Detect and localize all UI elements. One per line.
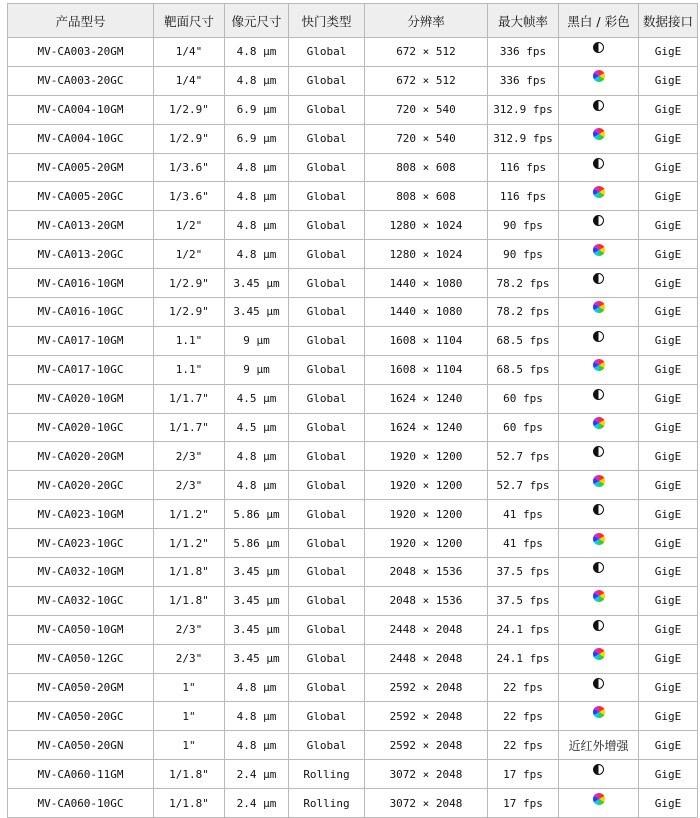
cell-interface: GigE — [639, 182, 698, 211]
cell-model: MV-CA050-10GM — [8, 615, 154, 644]
cell-pixel-size: 4.8 μm — [225, 38, 289, 67]
color-wheel-icon — [593, 301, 605, 313]
cell-pixel-size: 6.9 μm — [225, 95, 289, 124]
cell-sensor-size: 2/3" — [154, 644, 225, 673]
table-row — [8, 442, 698, 471]
cell-sensor-size: 1" — [154, 673, 225, 702]
cell-sensor-size: 1/2.9" — [154, 124, 225, 153]
cell-model: MV-CA020-10GC — [8, 413, 154, 442]
cell-pixel-size: 3.45 μm — [225, 558, 289, 587]
cell-pixel-size: 6.9 μm — [225, 124, 289, 153]
cell-shutter-type: Global — [289, 326, 365, 355]
cell-interface: GigE — [639, 211, 698, 240]
mono-half-circle-icon — [593, 446, 604, 457]
cell-model: MV-CA023-10GM — [8, 500, 154, 529]
cell-max-fps: 312.9 fps — [488, 124, 559, 153]
cell-mono-color — [559, 471, 639, 500]
table-row — [8, 673, 698, 702]
cell-sensor-size: 1/1.8" — [154, 558, 225, 587]
cell-mono-color — [559, 760, 639, 789]
cell-mono-color — [559, 558, 639, 587]
cell-resolution: 1280 × 1024 — [365, 211, 488, 240]
table-row — [8, 211, 698, 240]
cell-max-fps: 17 fps — [488, 789, 559, 818]
cell-sensor-size: 1" — [154, 731, 225, 760]
cell-model: MV-CA050-20GM — [8, 673, 154, 702]
cell-mono-color — [559, 500, 639, 529]
cell-resolution: 3072 × 2048 — [365, 760, 488, 789]
cell-model: MV-CA060-10GC — [8, 789, 154, 818]
cell-pixel-size: 3.45 μm — [225, 644, 289, 673]
cell-pixel-size: 4.8 μm — [225, 66, 289, 95]
table-row — [8, 38, 698, 67]
cell-shutter-type: Global — [289, 153, 365, 182]
cell-pixel-size: 4.8 μm — [225, 211, 289, 240]
cell-max-fps: 24.1 fps — [488, 615, 559, 644]
cell-max-fps: 22 fps — [488, 673, 559, 702]
color-wheel-icon — [593, 590, 605, 602]
cell-pixel-size: 4.5 μm — [225, 384, 289, 413]
cell-max-fps: 22 fps — [488, 731, 559, 760]
table-row — [8, 384, 698, 413]
mono-half-circle-icon — [593, 273, 604, 284]
table-row — [8, 702, 698, 731]
mono-half-circle-icon — [593, 562, 604, 573]
cell-shutter-type: Global — [289, 673, 365, 702]
cell-max-fps: 78.2 fps — [488, 269, 559, 298]
cell-max-fps: 37.5 fps — [488, 586, 559, 615]
cell-max-fps: 336 fps — [488, 38, 559, 67]
header-sensor-size: 靶面尺寸 — [154, 4, 225, 38]
color-wheel-icon — [593, 475, 605, 487]
cell-max-fps: 90 fps — [488, 240, 559, 269]
cell-pixel-size: 4.8 μm — [225, 673, 289, 702]
cell-max-fps: 52.7 fps — [488, 471, 559, 500]
cell-shutter-type: Global — [289, 95, 365, 124]
cell-max-fps: 78.2 fps — [488, 298, 559, 327]
cell-resolution: 1624 × 1240 — [365, 384, 488, 413]
table-row — [8, 124, 698, 153]
cell-interface: GigE — [639, 66, 698, 95]
cell-pixel-size: 3.45 μm — [225, 586, 289, 615]
cell-interface: GigE — [639, 702, 698, 731]
table-row — [8, 355, 698, 384]
color-wheel-icon — [593, 186, 605, 198]
cell-model: MV-CA016-10GM — [8, 269, 154, 298]
cell-model: MV-CA003-20GC — [8, 66, 154, 95]
cell-model: MV-CA013-20GM — [8, 211, 154, 240]
cell-shutter-type: Global — [289, 384, 365, 413]
cell-model: MV-CA032-10GM — [8, 558, 154, 587]
header-mono-color: 黑白 / 彩色 — [559, 4, 639, 38]
cell-sensor-size: 1/2" — [154, 211, 225, 240]
cell-sensor-size: 1/2.9" — [154, 95, 225, 124]
cell-resolution: 2448 × 2048 — [365, 644, 488, 673]
cell-interface: GigE — [639, 615, 698, 644]
table-row — [8, 789, 698, 818]
cell-model: MV-CA032-10GC — [8, 586, 154, 615]
cell-resolution: 1920 × 1200 — [365, 442, 488, 471]
cell-mono-color — [559, 644, 639, 673]
cell-interface: GigE — [639, 442, 698, 471]
cell-shutter-type: Global — [289, 442, 365, 471]
cell-pixel-size: 4.8 μm — [225, 240, 289, 269]
cell-sensor-size: 1/3.6" — [154, 182, 225, 211]
cell-pixel-size: 4.5 μm — [225, 413, 289, 442]
cell-resolution: 720 × 540 — [365, 95, 488, 124]
camera-spec-table — [7, 3, 698, 818]
header-max-fps: 最大帧率 — [488, 4, 559, 38]
cell-sensor-size: 1" — [154, 702, 225, 731]
cell-mono-color — [559, 211, 639, 240]
table-row — [8, 153, 698, 182]
cell-interface: GigE — [639, 644, 698, 673]
cell-pixel-size: 2.4 μm — [225, 760, 289, 789]
cell-pixel-size: 4.8 μm — [225, 442, 289, 471]
mono-half-circle-icon — [593, 158, 604, 169]
cell-mono-color — [559, 529, 639, 558]
cell-model: MV-CA017-10GM — [8, 326, 154, 355]
cell-shutter-type: Global — [289, 240, 365, 269]
cell-mono-color — [559, 153, 639, 182]
cell-interface: GigE — [639, 529, 698, 558]
cell-sensor-size: 1/1.8" — [154, 586, 225, 615]
color-type-text: 近红外增强 — [568, 738, 629, 753]
mono-half-circle-icon — [593, 764, 604, 775]
cell-model: MV-CA004-10GM — [8, 95, 154, 124]
cell-interface: GigE — [639, 153, 698, 182]
cell-pixel-size: 5.86 μm — [225, 500, 289, 529]
cell-mono-color — [559, 298, 639, 327]
cell-resolution: 1920 × 1200 — [365, 529, 488, 558]
cell-model: MV-CA050-20GC — [8, 702, 154, 731]
table-body — [8, 38, 698, 818]
cell-max-fps: 116 fps — [488, 182, 559, 211]
table-row — [8, 298, 698, 327]
mono-half-circle-icon — [593, 100, 604, 111]
cell-interface: GigE — [639, 789, 698, 818]
cell-pixel-size: 2.4 μm — [225, 789, 289, 818]
cell-mono-color — [559, 240, 639, 269]
cell-model: MV-CA004-10GC — [8, 124, 154, 153]
mono-half-circle-icon — [593, 389, 604, 400]
table-row — [8, 760, 698, 789]
cell-resolution: 1440 × 1080 — [365, 269, 488, 298]
cell-sensor-size: 1/1.8" — [154, 789, 225, 818]
cell-mono-color — [559, 124, 639, 153]
cell-max-fps: 41 fps — [488, 500, 559, 529]
cell-shutter-type: Global — [289, 500, 365, 529]
cell-interface: GigE — [639, 298, 698, 327]
cell-mono-color — [559, 673, 639, 702]
cell-model: MV-CA020-10GM — [8, 384, 154, 413]
table-row — [8, 413, 698, 442]
cell-interface: GigE — [639, 471, 698, 500]
cell-resolution: 2048 × 1536 — [365, 586, 488, 615]
cell-pixel-size: 4.8 μm — [225, 471, 289, 500]
table-row — [8, 471, 698, 500]
cell-resolution: 672 × 512 — [365, 66, 488, 95]
cell-max-fps: 60 fps — [488, 413, 559, 442]
cell-interface: GigE — [639, 38, 698, 67]
cell-interface: GigE — [639, 124, 698, 153]
color-wheel-icon — [593, 793, 605, 805]
color-wheel-icon — [593, 417, 605, 429]
mono-half-circle-icon — [593, 215, 604, 226]
cell-interface: GigE — [639, 500, 698, 529]
cell-sensor-size: 1/1.7" — [154, 384, 225, 413]
cell-shutter-type: Global — [289, 355, 365, 384]
cell-pixel-size: 4.8 μm — [225, 731, 289, 760]
color-wheel-icon — [593, 648, 605, 660]
cell-resolution: 2592 × 2048 — [365, 673, 488, 702]
cell-resolution: 3072 × 2048 — [365, 789, 488, 818]
cell-mono-color — [559, 615, 639, 644]
cell-model: MV-CA020-20GM — [8, 442, 154, 471]
cell-model: MV-CA020-20GC — [8, 471, 154, 500]
cell-interface: GigE — [639, 95, 698, 124]
cell-max-fps: 116 fps — [488, 153, 559, 182]
cell-max-fps: 22 fps — [488, 702, 559, 731]
cell-mono-color — [559, 182, 639, 211]
cell-mono-color — [559, 731, 639, 760]
cell-sensor-size: 1/4" — [154, 66, 225, 95]
cell-shutter-type: Global — [289, 269, 365, 298]
cell-resolution: 1920 × 1200 — [365, 471, 488, 500]
cell-pixel-size: 5.86 μm — [225, 529, 289, 558]
cell-mono-color — [559, 66, 639, 95]
cell-interface: GigE — [639, 760, 698, 789]
color-wheel-icon — [593, 706, 605, 718]
cell-pixel-size: 3.45 μm — [225, 269, 289, 298]
cell-model: MV-CA017-10GC — [8, 355, 154, 384]
cell-shutter-type: Global — [289, 413, 365, 442]
cell-pixel-size: 4.8 μm — [225, 153, 289, 182]
mono-half-circle-icon — [593, 42, 604, 53]
cell-mono-color — [559, 326, 639, 355]
cell-interface: GigE — [639, 558, 698, 587]
table-row — [8, 500, 698, 529]
cell-sensor-size: 1/2.9" — [154, 269, 225, 298]
cell-sensor-size: 2/3" — [154, 442, 225, 471]
table-row — [8, 558, 698, 587]
header-shutter-type: 快门类型 — [289, 4, 365, 38]
cell-max-fps: 24.1 fps — [488, 644, 559, 673]
cell-sensor-size: 1/1.8" — [154, 760, 225, 789]
cell-resolution: 1920 × 1200 — [365, 500, 488, 529]
cell-resolution: 1608 × 1104 — [365, 326, 488, 355]
cell-shutter-type: Global — [289, 702, 365, 731]
cell-sensor-size: 1.1" — [154, 326, 225, 355]
cell-max-fps: 37.5 fps — [488, 558, 559, 587]
table-row — [8, 586, 698, 615]
cell-sensor-size: 1/2" — [154, 240, 225, 269]
cell-interface: GigE — [639, 673, 698, 702]
cell-max-fps: 336 fps — [488, 66, 559, 95]
table-row — [8, 644, 698, 673]
cell-mono-color — [559, 413, 639, 442]
cell-shutter-type: Global — [289, 124, 365, 153]
cell-interface: GigE — [639, 326, 698, 355]
cell-resolution: 2592 × 2048 — [365, 731, 488, 760]
cell-model: MV-CA050-20GN — [8, 731, 154, 760]
cell-resolution: 1280 × 1024 — [365, 240, 488, 269]
cell-pixel-size: 3.45 μm — [225, 615, 289, 644]
cell-pixel-size: 4.8 μm — [225, 702, 289, 731]
header-pixel-size: 像元尺寸 — [225, 4, 289, 38]
cell-max-fps: 41 fps — [488, 529, 559, 558]
header-resolution: 分辨率 — [365, 4, 488, 38]
cell-shutter-type: Global — [289, 66, 365, 95]
table-row — [8, 326, 698, 355]
cell-mono-color — [559, 789, 639, 818]
cell-model: MV-CA016-10GC — [8, 298, 154, 327]
cell-max-fps: 60 fps — [488, 384, 559, 413]
cell-shutter-type: Global — [289, 211, 365, 240]
cell-model: MV-CA060-11GM — [8, 760, 154, 789]
cell-interface: GigE — [639, 384, 698, 413]
color-wheel-icon — [593, 70, 605, 82]
cell-shutter-type: Global — [289, 38, 365, 67]
cell-sensor-size: 1/2.9" — [154, 298, 225, 327]
cell-pixel-size: 4.8 μm — [225, 182, 289, 211]
cell-max-fps: 68.5 fps — [488, 326, 559, 355]
cell-resolution: 1624 × 1240 — [365, 413, 488, 442]
cell-shutter-type: Global — [289, 182, 365, 211]
cell-pixel-size: 3.45 μm — [225, 298, 289, 327]
mono-half-circle-icon — [593, 620, 604, 631]
cell-model: MV-CA005-20GM — [8, 153, 154, 182]
cell-mono-color — [559, 442, 639, 471]
cell-sensor-size: 1/1.2" — [154, 529, 225, 558]
cell-shutter-type: Global — [289, 529, 365, 558]
cell-mono-color — [559, 95, 639, 124]
table-row — [8, 240, 698, 269]
color-wheel-icon — [593, 359, 605, 371]
table-row — [8, 615, 698, 644]
cell-model: MV-CA050-12GC — [8, 644, 154, 673]
cell-sensor-size: 1/3.6" — [154, 153, 225, 182]
cell-sensor-size: 1/4" — [154, 38, 225, 67]
cell-model: MV-CA023-10GC — [8, 529, 154, 558]
mono-half-circle-icon — [593, 331, 604, 342]
cell-shutter-type: Rolling — [289, 789, 365, 818]
cell-interface: GigE — [639, 269, 698, 298]
cell-resolution: 672 × 512 — [365, 38, 488, 67]
cell-resolution: 1608 × 1104 — [365, 355, 488, 384]
cell-shutter-type: Rolling — [289, 760, 365, 789]
cell-shutter-type: Global — [289, 471, 365, 500]
cell-pixel-size: 9 μm — [225, 326, 289, 355]
cell-resolution: 2592 × 2048 — [365, 702, 488, 731]
cell-mono-color — [559, 586, 639, 615]
cell-mono-color — [559, 38, 639, 67]
cell-pixel-size: 9 μm — [225, 355, 289, 384]
table-row — [8, 66, 698, 95]
cell-sensor-size: 1/1.7" — [154, 413, 225, 442]
mono-half-circle-icon — [593, 678, 604, 689]
cell-mono-color — [559, 355, 639, 384]
cell-resolution: 808 × 608 — [365, 182, 488, 211]
color-wheel-icon — [593, 533, 605, 545]
cell-interface: GigE — [639, 355, 698, 384]
cell-shutter-type: Global — [289, 731, 365, 760]
table-row — [8, 95, 698, 124]
cell-mono-color — [559, 384, 639, 413]
cell-mono-color — [559, 269, 639, 298]
header-model: 产品型号 — [8, 4, 154, 38]
cell-sensor-size: 2/3" — [154, 615, 225, 644]
cell-resolution: 2048 × 1536 — [365, 558, 488, 587]
header-row — [8, 4, 698, 38]
cell-sensor-size: 1.1" — [154, 355, 225, 384]
table-row — [8, 182, 698, 211]
table-row — [8, 731, 698, 760]
color-wheel-icon — [593, 128, 605, 140]
cell-sensor-size: 1/1.2" — [154, 500, 225, 529]
cell-interface: GigE — [639, 240, 698, 269]
cell-shutter-type: Global — [289, 298, 365, 327]
cell-model: MV-CA003-20GM — [8, 38, 154, 67]
table-row — [8, 269, 698, 298]
cell-shutter-type: Global — [289, 586, 365, 615]
cell-shutter-type: Global — [289, 558, 365, 587]
cell-interface: GigE — [639, 586, 698, 615]
cell-interface: GigE — [639, 413, 698, 442]
header-interface: 数据接口 — [639, 4, 698, 38]
cell-resolution: 2448 × 2048 — [365, 615, 488, 644]
cell-max-fps: 68.5 fps — [488, 355, 559, 384]
cell-resolution: 720 × 540 — [365, 124, 488, 153]
cell-resolution: 808 × 608 — [365, 153, 488, 182]
mono-half-circle-icon — [593, 504, 604, 515]
cell-shutter-type: Global — [289, 644, 365, 673]
cell-model: MV-CA005-20GC — [8, 182, 154, 211]
cell-max-fps: 312.9 fps — [488, 95, 559, 124]
cell-resolution: 1440 × 1080 — [365, 298, 488, 327]
table-row — [8, 529, 698, 558]
cell-model: MV-CA013-20GC — [8, 240, 154, 269]
cell-mono-color — [559, 702, 639, 731]
cell-max-fps: 17 fps — [488, 760, 559, 789]
cell-max-fps: 52.7 fps — [488, 442, 559, 471]
cell-max-fps: 90 fps — [488, 211, 559, 240]
cell-shutter-type: Global — [289, 615, 365, 644]
cell-interface: GigE — [639, 731, 698, 760]
color-wheel-icon — [593, 244, 605, 256]
cell-sensor-size: 2/3" — [154, 471, 225, 500]
